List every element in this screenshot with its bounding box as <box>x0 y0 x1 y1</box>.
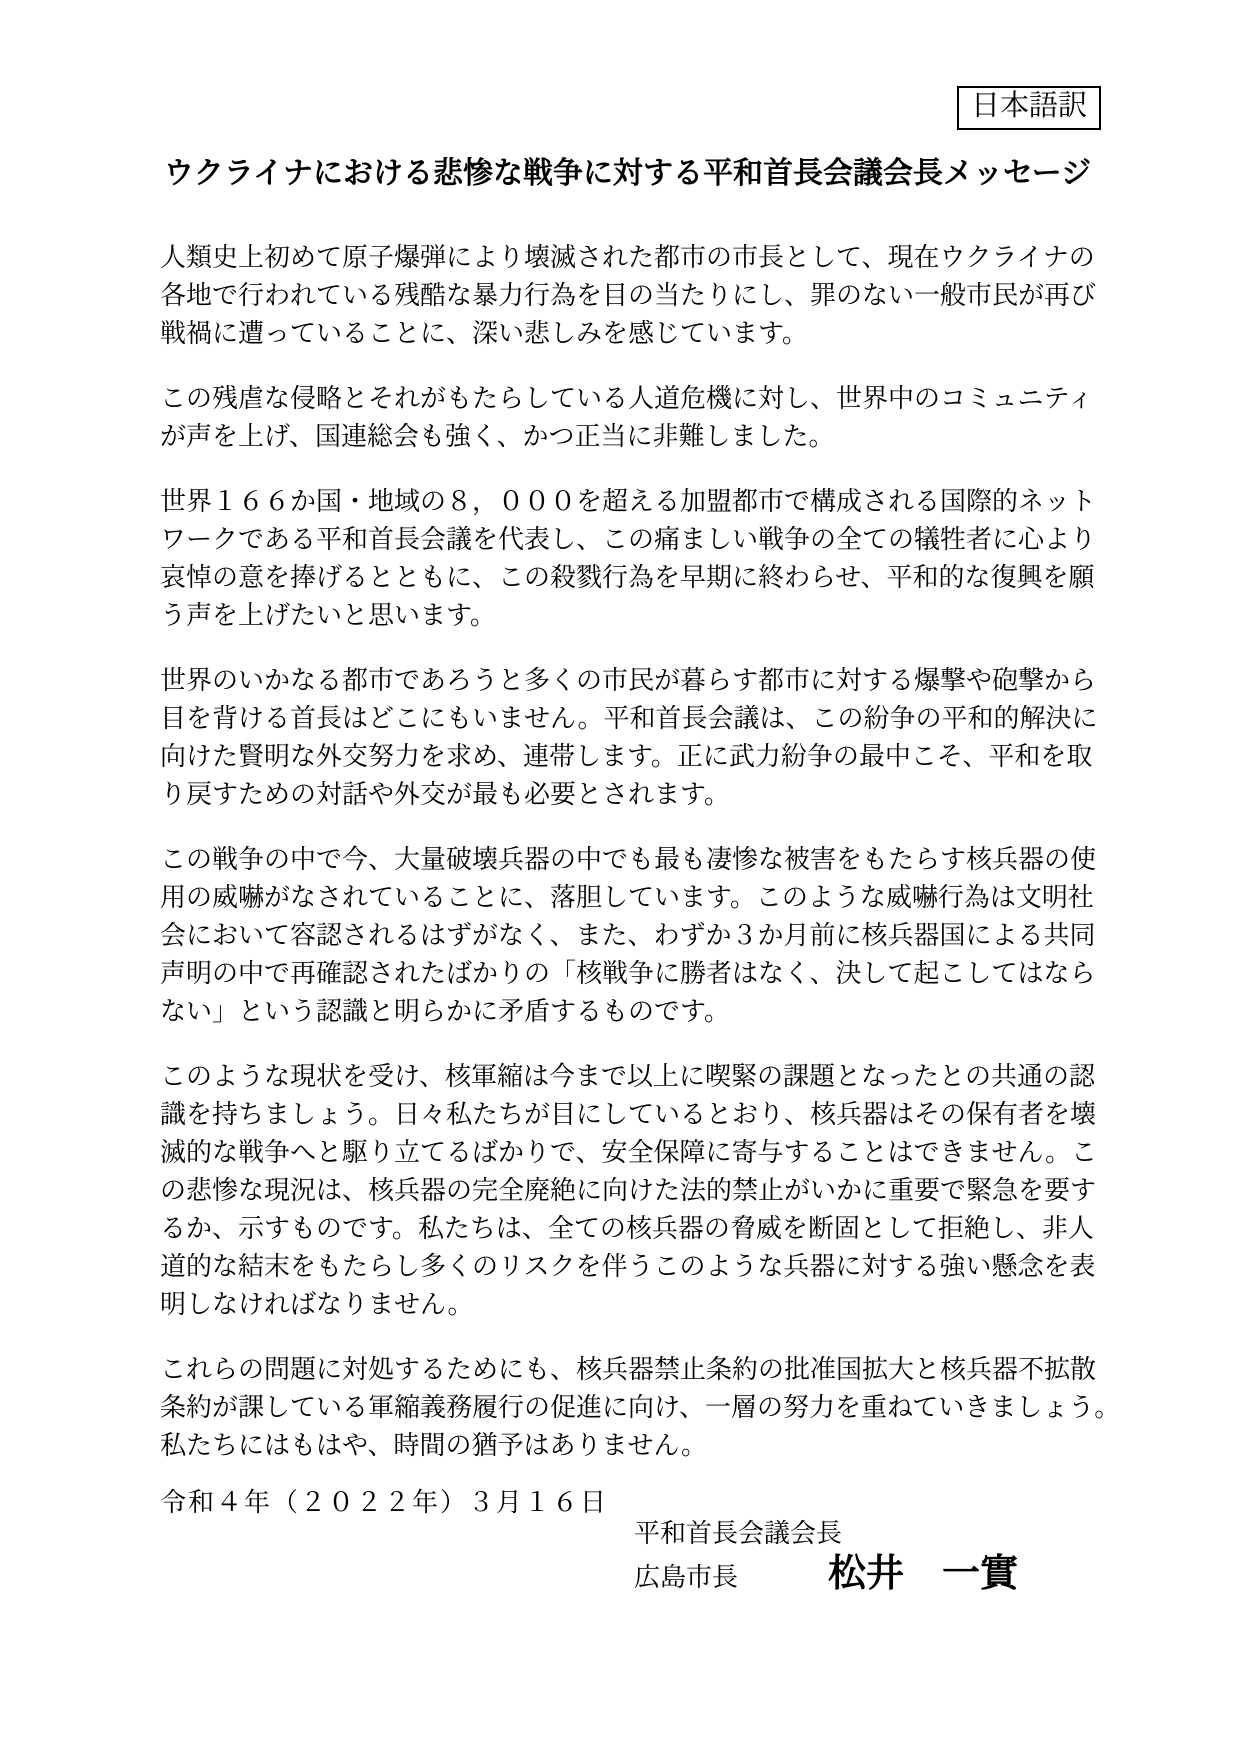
paragraph-2 <box>160 379 1105 455</box>
paragraph-line: う声を上げたいと思います。 <box>160 600 496 630</box>
paragraph-line: 世界のいかなる都市であろうと多くの市民が暮らす都市に対する爆撃や砲撃から <box>160 665 1097 695</box>
paragraph-line: この戦争の中で今、大量破壊兵器の中でも最も凄惨な被害をもたらす核兵器の使 <box>160 844 1097 874</box>
paragraph-7 <box>160 1350 1121 1464</box>
paragraph-line: 識を持ちましょう。日々私たちが目にしているとおり、核兵器はその保有者を壊 <box>160 1099 1097 1129</box>
signature-row <box>634 1554 1018 1597</box>
signature-name: 松井 一實 <box>828 1553 1019 1595</box>
paragraph-line: 向けた賢明な外交努力を求め、連帯します。正に武力紛争の最中こそ、平和を取 <box>160 741 1093 771</box>
paragraph-line: 人類史上初めて原子爆弾により壊滅された都市の市長として、現在ウクライナの <box>160 242 1095 272</box>
paragraph-1 <box>160 238 1105 352</box>
document-body <box>160 238 1121 1491</box>
document-date: 令和４年（２０２２年）３月１６日 <box>160 1487 609 1517</box>
paragraph-line: 会において容認されるはずがなく、また、わずか３か月前に核兵器国による共同 <box>160 920 1096 950</box>
paragraph-line: 声明の中で再確認されたばかりの「核戦争に勝者はなく、決して起こしてはなら <box>160 958 1096 988</box>
paragraph-line: これらの問題に対処するためにも、核兵器禁止条約の批准国拡大と核兵器不拡散 <box>160 1354 1097 1384</box>
paragraph-line: り戻すための対話や外交が最も必要とされます。 <box>160 779 730 809</box>
paragraph-line: 各地で行われている残酷な暴力行為を目の当たりにし、罪のない一般市民が再び <box>160 280 1097 310</box>
paragraph-line: 哀悼の意を捧げるとともに、この殺戮行為を早期に終わらせ、平和的な復興を願 <box>160 562 1095 592</box>
paragraph-6 <box>160 1057 1105 1323</box>
paragraph-line: ない」という認識と明らかに矛盾するものです。 <box>160 996 730 1026</box>
paragraph-3 <box>160 482 1105 634</box>
signature-org-title: 平和首長会議会長 <box>634 1518 843 1548</box>
paragraph-line: ワークである平和首長会議を代表し、この痛ましい戦争の全ての犠牲者に心より <box>160 524 1097 554</box>
paragraph-line: 条約が課している軍縮義務履行の促進に向け、一層の努力を重ねていきましょう。 <box>160 1392 1121 1422</box>
paragraph-line: るか、示すものです。私たちは、全ての核兵器の脅威を断固として拒絶し、非人 <box>160 1213 1094 1243</box>
paragraph-line: 明しなければなりません。 <box>160 1289 474 1319</box>
paragraph-line: このような現状を受け、核軍縮は今まで以上に喫緊の課題となったとの共通の認 <box>160 1061 1095 1091</box>
translation-label: 日本語訳 <box>971 90 1088 122</box>
paragraph-line: 世界１６６か国・地域の８，０００を超える加盟都市で構成される国際的ネット <box>160 486 1097 516</box>
paragraph-line: 滅的な戦争へと駆り立てるばかりで、安全保障に寄与することはできません。こ <box>160 1137 1098 1167</box>
signature-block <box>634 1514 1018 1597</box>
paragraph-line: 私たちにはもはや、時間の猶予はありません。 <box>160 1430 708 1460</box>
paragraph-4 <box>160 661 1105 813</box>
paragraph-line: 道的な結末をもたらし多くのリスクを伴うこのような兵器に対する強い懸念を表 <box>160 1251 1096 1281</box>
paragraph-5 <box>160 840 1105 1030</box>
paragraph-line: の悲惨な現況は、核兵器の完全廃絶に向けた法的禁止がいかに重要で緊急を要す <box>160 1175 1097 1205</box>
paragraph-line: この残虐な侵略とそれがもたらしている人道危機に対し、世界中のコミュニティ <box>160 383 1094 413</box>
paragraph-line: 目を背ける首長はどこにもいません。平和首長会議は、この紛争の平和的解決に <box>160 703 1098 733</box>
page-title: ウクライナにおける悲惨な戦争に対する平和首長会議会長メッセージ <box>163 157 1092 190</box>
translation-label-box <box>957 86 1101 130</box>
signature-position: 広島市長 <box>634 1562 739 1592</box>
paragraph-line: 用の威嚇がなされていることに、落胆しています。このような威嚇行為は文明社 <box>160 882 1094 912</box>
paragraph-line: 戦禍に遭っていることに、深い悲しみを感じています。 <box>160 318 808 348</box>
paragraph-line: が声を上げ、国連総会も強く、かつ正当に非難しました。 <box>160 421 835 451</box>
